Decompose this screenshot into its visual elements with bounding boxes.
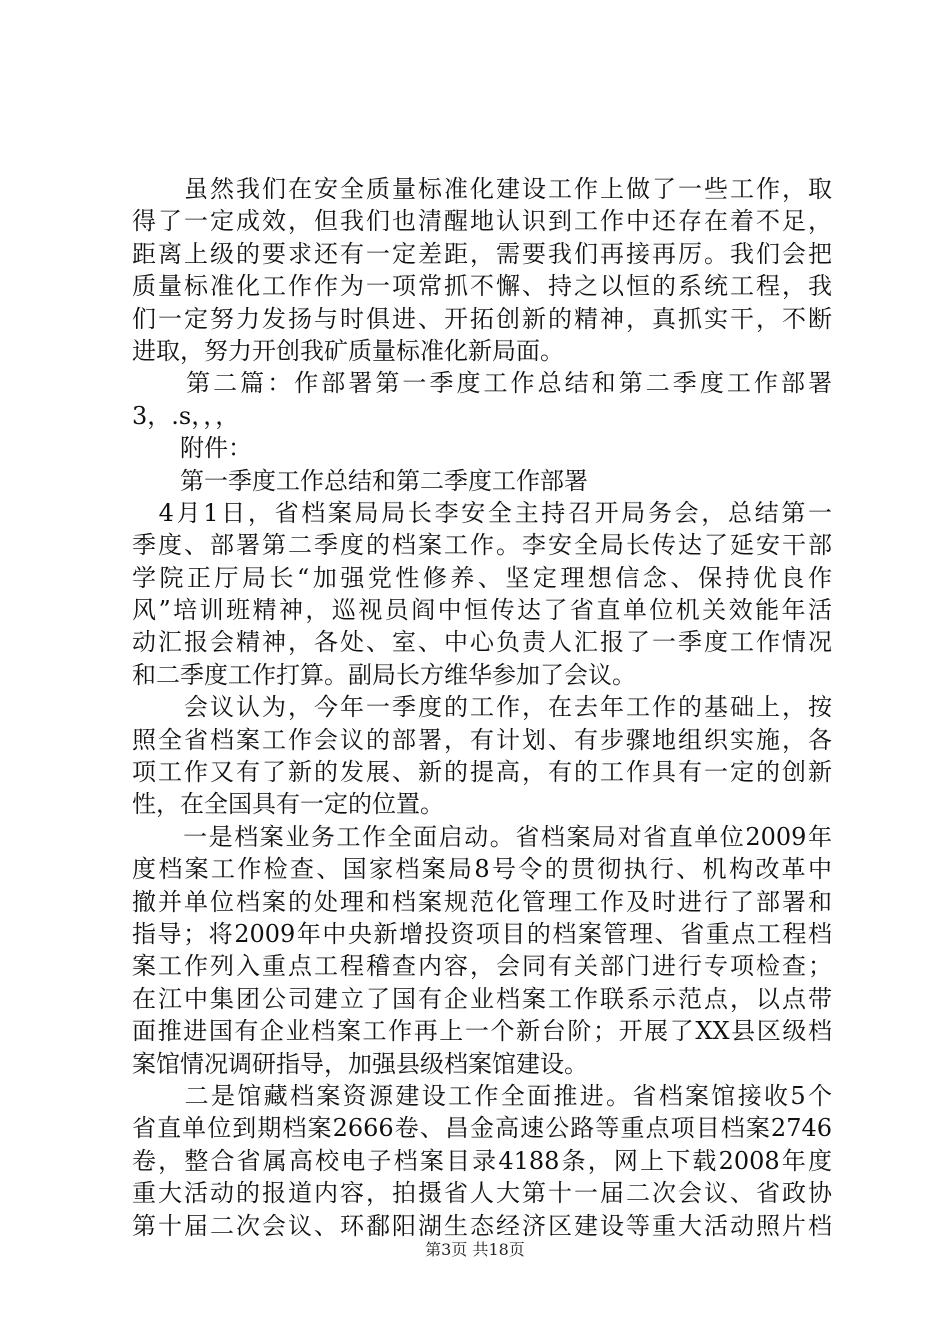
text-line: 第二篇：作部署第一季度工作总结和第二季度工作部署 <box>132 369 832 398</box>
text-line: 面推进国有企业档案工作再上一个新台阶；开展了XX县区级档 <box>132 1017 832 1046</box>
text-line: 二是馆藏档案资源建设工作全面推进。省档案馆接收5个 <box>132 1081 832 1110</box>
text-line: 案馆情况调研指导，加强县级档案馆建设。 <box>132 1049 588 1078</box>
text-line: 一是档案业务工作全面启动。省档案局对省直单位2009年 <box>132 822 832 851</box>
text-line: 第一季度工作总结和第二季度工作部署 <box>132 466 588 495</box>
text-line: 撤并单位档案的处理和档案规范化管理工作及时进行了部署和 <box>132 887 832 916</box>
page-footer: 第3页 共18页 <box>425 1240 525 1259</box>
text-line: 风”培训班精神，巡视员阎中恒传达了省直单位机关效能年活 <box>132 596 832 625</box>
text-line: 4月1日，省档案局局长李安全主持召开局务会，总结第一 <box>132 498 832 527</box>
text-line: 质量标准化工作作为一项常抓不懈、持之以恒的系统工程，我 <box>132 272 832 301</box>
text-line: 指导；将2009年中央新增投资项目的档案管理、省重点工程档 <box>132 919 832 948</box>
text-line: 距离上级的要求还有一定差距，需要我们再接再厉。我们会把 <box>132 239 832 268</box>
text-line: 3，.s，，， <box>132 401 240 430</box>
text-line: 在江中集团公司建立了国有企业档案工作联系示范点，以点带 <box>132 984 832 1013</box>
text-line: 虽然我们在安全质量标准化建设工作上做了一些工作，取 <box>132 175 832 203</box>
text-line: 第十届二次会议、环鄱阳湖生态经济区建设等重大活动照片档 <box>132 1211 832 1240</box>
document-body <box>132 173 832 1242</box>
text-line: 进取，努力开创我矿质量标准化新局面。 <box>132 336 564 365</box>
text-line: 和二季度工作打算。副局长方维华参加了会议。 <box>132 660 636 689</box>
text-line: 季度、部署第二季度的档案工作。李安全局长传达了延安干部 <box>132 531 832 560</box>
text-line: 附件： <box>132 434 252 463</box>
text-line: 省直单位到期档案2666卷、昌金高速公路等重点项目档案2746 <box>132 1114 832 1143</box>
text-line: 学院正厅局长“加强党性修养、坚定理想信念、保持优良作 <box>132 563 832 592</box>
text-line: 们一定努力发扬与时俱进、开拓创新的精神，真抓实干，不断 <box>132 304 832 333</box>
text-line: 会议认为，今年一季度的工作，在去年工作的基础上，按 <box>132 693 832 722</box>
text-line: 案工作列入重点工程稽查内容，会同有关部门进行专项检查； <box>132 952 832 981</box>
text-line: 动汇报会精神，各处、室、中心负责人汇报了一季度工作情况 <box>132 628 832 657</box>
text-line: 重大活动的报道内容，拍摄省人大第十一届二次会议、省政协 <box>132 1179 832 1208</box>
text-line: 性，在全国具有一定的位置。 <box>132 790 444 819</box>
text-line: 卷，整合省属高校电子档案目录4188条，网上下载2008年度 <box>132 1146 832 1175</box>
text-line: 项工作又有了新的发展、新的提高，有的工作具有一定的创新 <box>132 758 832 787</box>
text-line: 得了一定成效，但我们也清醒地认识到工作中还存在着不足， <box>132 207 832 236</box>
text-line: 照全省档案工作会议的部署，有计划、有步骤地组织实施，各 <box>132 725 832 754</box>
text-line: 度档案工作检查、国家档案局8号令的贯彻执行、机构改革中 <box>132 855 832 884</box>
